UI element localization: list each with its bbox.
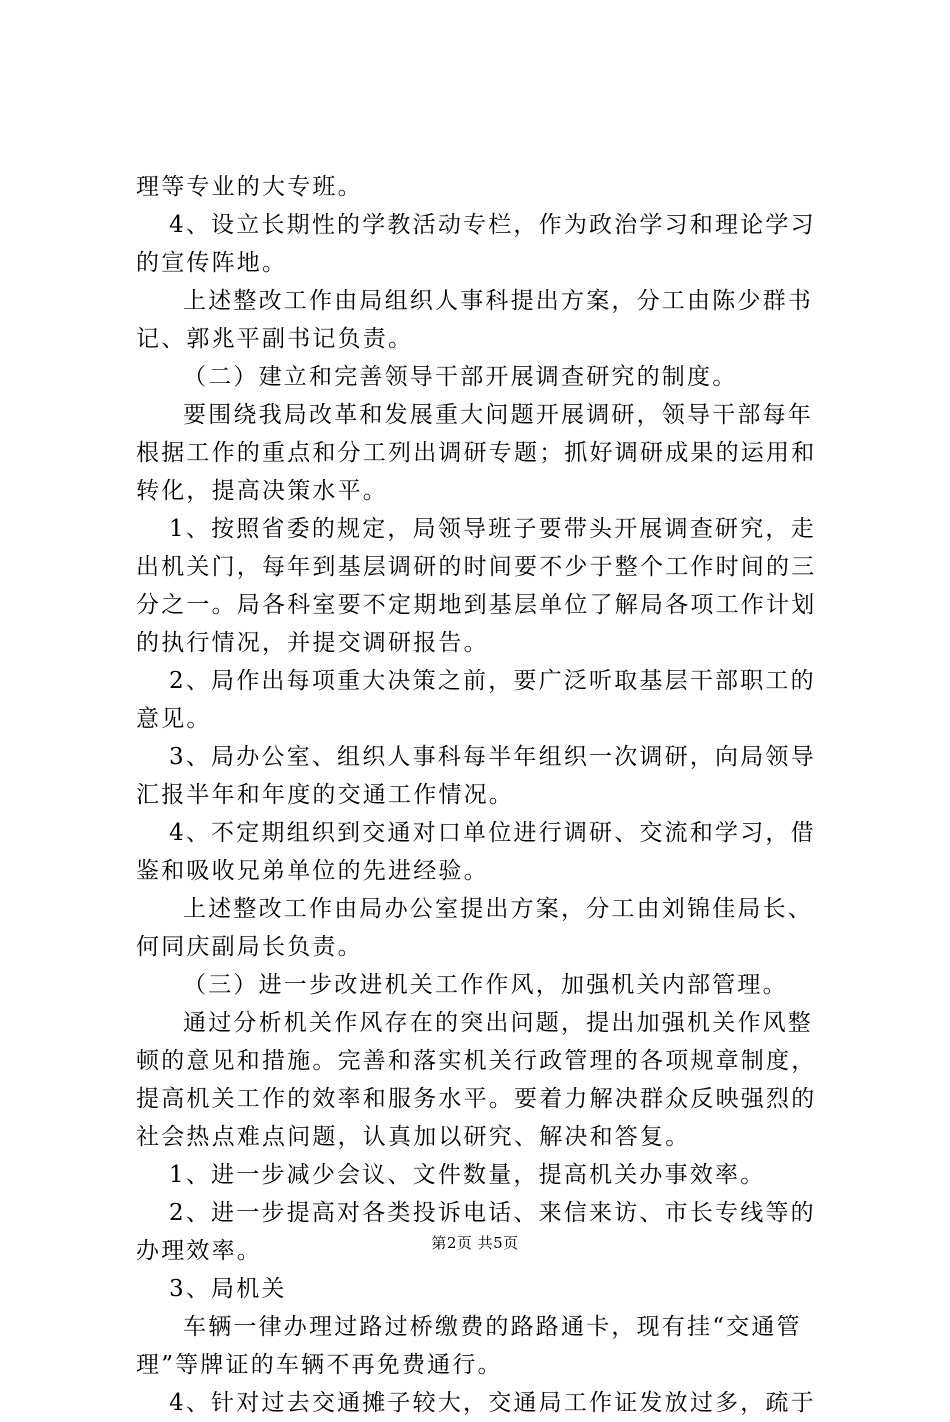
text-line: （三）进一步改进机关工作作风，加强机关内部管理。 bbox=[183, 972, 788, 998]
text-line: 根据工作的重点和分工列出调研专题；抓好调研成果的运用和 bbox=[136, 440, 817, 466]
text-line: 车辆一律办理过路过桥缴费的路路通卡，现有挂“交通管 bbox=[183, 1314, 802, 1340]
text-line: 2、局作出每项重大决策之前，要广泛听取基层干部职工的 bbox=[169, 668, 816, 694]
text-line: 4、设立长期性的学教活动专栏，作为政治学习和理论学习 bbox=[169, 212, 816, 238]
text-line: 的执行情况，并提交调研报告。 bbox=[136, 630, 489, 656]
text-line: 意见。 bbox=[136, 706, 212, 732]
text-line: 4、不定期组织到交通对口单位进行调研、交流和学习，借 bbox=[169, 820, 816, 846]
text-line: 理等专业的大专班。 bbox=[136, 174, 363, 200]
text-line: 提高机关工作的效率和服务水平。要着力解决群众反映强烈的 bbox=[136, 1086, 817, 1112]
text-line: 的宣传阵地。 bbox=[136, 250, 288, 276]
text-line: 3、局机关 bbox=[169, 1276, 287, 1302]
text-line: 转化，提高决策水平。 bbox=[136, 478, 388, 504]
text-line: 办理效率。 bbox=[136, 1238, 262, 1264]
text-line: 2、进一步提高对各类投诉电话、来信来访、市长专线等的 bbox=[169, 1200, 816, 1226]
text-line: 通过分析机关作风存在的突出问题，提出加强机关作风整 bbox=[183, 1010, 813, 1036]
text-line: 上述整改工作由局办公室提出方案，分工由刘锦佳局长、 bbox=[183, 896, 813, 922]
text-line: 要围绕我局改革和发展重大问题开展调研，领导干部每年 bbox=[183, 402, 813, 428]
text-line: 4、针对过去交通摊子较大，交通局工作证发放过多，疏于 bbox=[169, 1390, 816, 1416]
text-line: 何同庆副局长负责。 bbox=[136, 934, 363, 960]
text-line: 3、局办公室、组织人事科每半年组织一次调研，向局领导 bbox=[169, 744, 816, 770]
text-line: 理”等牌证的车辆不再免费通行。 bbox=[136, 1352, 503, 1378]
text-line: 汇报半年和年度的交通工作情况。 bbox=[136, 782, 514, 808]
text-line: 记、郭兆平副书记负责。 bbox=[136, 326, 414, 352]
text-line: 鉴和吸收兄弟单位的先进经验。 bbox=[136, 858, 489, 884]
text-line: 1、按照省委的规定，局领导班子要带头开展调查研究，走 bbox=[169, 516, 816, 542]
text-line: 分之一。局各科室要不定期地到基层单位了解局各项工作计划 bbox=[136, 592, 817, 618]
text-line: 出机关门，每年到基层调研的时间要不少于整个工作时间的三 bbox=[136, 554, 817, 580]
page-footer: 第2页 共5页 bbox=[431, 1234, 519, 1252]
text-line: （二）建立和完善领导干部开展调查研究的制度。 bbox=[183, 364, 738, 390]
text-line: 上述整改工作由局组织人事科提出方案，分工由陈少群书 bbox=[183, 288, 813, 314]
text-line: 社会热点难点问题，认真加以研究、解决和答复。 bbox=[136, 1124, 691, 1150]
text-line: 1、进一步减少会议、文件数量，提高机关办事效率。 bbox=[169, 1162, 766, 1188]
text-line: 顿的意见和措施。完善和落实机关行政管理的各项规章制度， bbox=[136, 1048, 817, 1074]
